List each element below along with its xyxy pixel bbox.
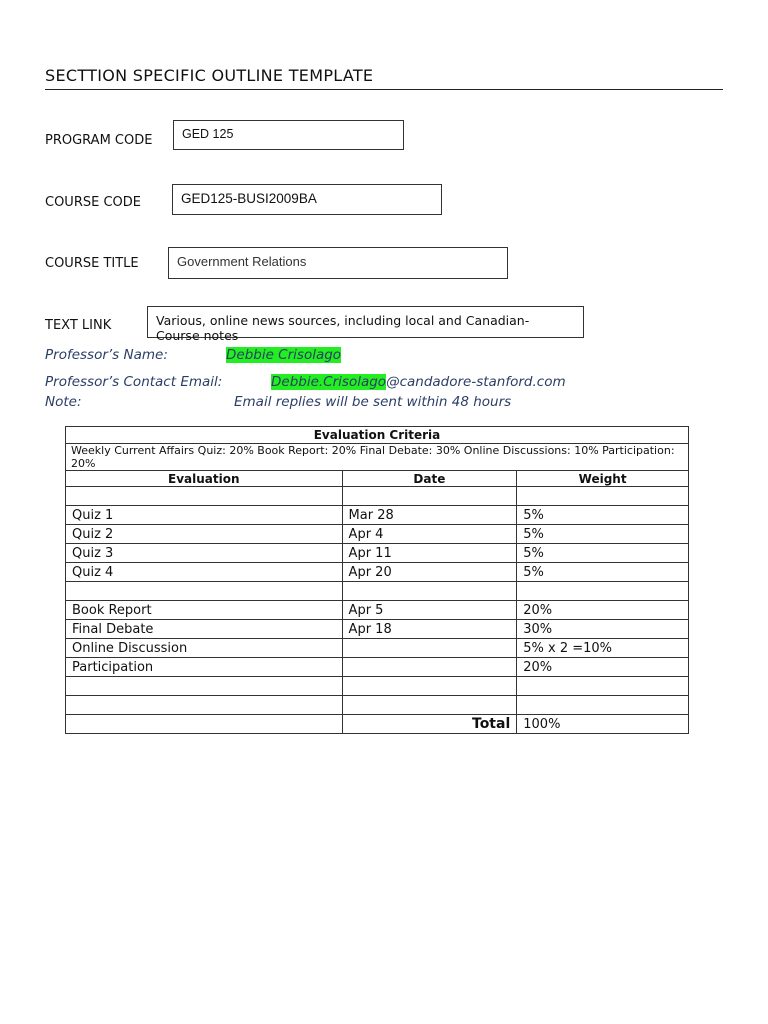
cell-weight [517, 696, 689, 715]
cell-evaluation: Final Debate [66, 620, 343, 639]
total-row [66, 715, 689, 734]
table-row [66, 506, 689, 525]
page-title: SECTTION SPECIFIC OUTLINE TEMPLATE [45, 66, 374, 85]
cell-evaluation: Participation [66, 658, 343, 677]
column-header-evaluation: Evaluation [66, 471, 343, 487]
cell-date: Apr 4 [342, 525, 517, 544]
column-header-date: Date [342, 471, 517, 487]
course-title-label: COURSE TITLE [45, 256, 139, 271]
cell-weight: 20% [517, 601, 689, 620]
table-row [66, 677, 689, 696]
table-row [66, 620, 689, 639]
professor-name-label: Professor’s Name: [45, 347, 168, 363]
table-row [66, 582, 689, 601]
text-link-field[interactable]: Various, online news sources, including local and Canadian- Course notes [147, 306, 584, 338]
cell-evaluation [66, 715, 343, 734]
professor-name: Debbie Crisolago [226, 347, 342, 363]
table-row [66, 639, 689, 658]
cell-evaluation [66, 677, 343, 696]
table-row [66, 601, 689, 620]
course-code-field[interactable]: GED125-BUSI2009BA [172, 184, 442, 215]
table-row [66, 487, 689, 506]
table-row [66, 563, 689, 582]
table-row [66, 658, 689, 677]
cell-weight: 5% [517, 525, 689, 544]
cell-evaluation [66, 696, 343, 715]
email-user: Debbie.Crisolago [271, 374, 387, 390]
table-row [66, 544, 689, 563]
cell-weight: 5% [517, 544, 689, 563]
program-code-label: PROGRAM CODE [45, 133, 153, 148]
evaluation-criteria-summary: Weekly Current Affairs Quiz: 20% Book Report: 20% Final Debate: 30% Online Discussions: 10% Participation: 20% [66, 444, 689, 471]
cell-evaluation: Quiz 4 [66, 563, 343, 582]
cell-date: Apr 5 [342, 601, 517, 620]
cell-date [342, 658, 517, 677]
table-row [66, 696, 689, 715]
cell-date: Apr 11 [342, 544, 517, 563]
professor-email[interactable] [271, 374, 566, 390]
program-code-field[interactable]: GED 125 [173, 120, 404, 150]
cell-evaluation: Quiz 2 [66, 525, 343, 544]
cell-weight [517, 582, 689, 601]
evaluation-table [65, 426, 689, 734]
cell-evaluation: Online Discussion [66, 639, 343, 658]
column-header-weight: Weight [517, 471, 689, 487]
cell-date [342, 696, 517, 715]
cell-weight: 5% x 2 =10% [517, 639, 689, 658]
cell-date: Apr 18 [342, 620, 517, 639]
cell-date [342, 639, 517, 658]
note-text: Email replies will be sent within 48 hours [234, 394, 512, 410]
title-divider [45, 89, 723, 90]
cell-evaluation: Book Report [66, 601, 343, 620]
cell-evaluation: Quiz 1 [66, 506, 343, 525]
total-value: 100% [517, 715, 689, 734]
cell-evaluation: Quiz 3 [66, 544, 343, 563]
cell-weight [517, 487, 689, 506]
cell-date [342, 487, 517, 506]
course-code-label: COURSE CODE [45, 195, 141, 210]
evaluation-criteria-title: Evaluation Criteria [66, 427, 689, 444]
cell-weight: 20% [517, 658, 689, 677]
total-label: Total [342, 715, 517, 734]
table-row [66, 525, 689, 544]
professor-email-label: Professor’s Contact Email: [45, 374, 223, 390]
cell-date [342, 582, 517, 601]
cell-weight: 5% [517, 563, 689, 582]
course-title-field[interactable]: Government Relations [168, 247, 508, 279]
cell-evaluation [66, 487, 343, 506]
cell-evaluation [66, 582, 343, 601]
cell-weight: 30% [517, 620, 689, 639]
cell-weight: 5% [517, 506, 689, 525]
cell-date [342, 677, 517, 696]
cell-weight [517, 677, 689, 696]
cell-date: Mar 28 [342, 506, 517, 525]
note-label: Note: [45, 394, 82, 410]
cell-date: Apr 20 [342, 563, 517, 582]
email-domain: @candadore-stanford.com [386, 374, 566, 390]
text-link-label: TEXT LINK [45, 318, 112, 333]
